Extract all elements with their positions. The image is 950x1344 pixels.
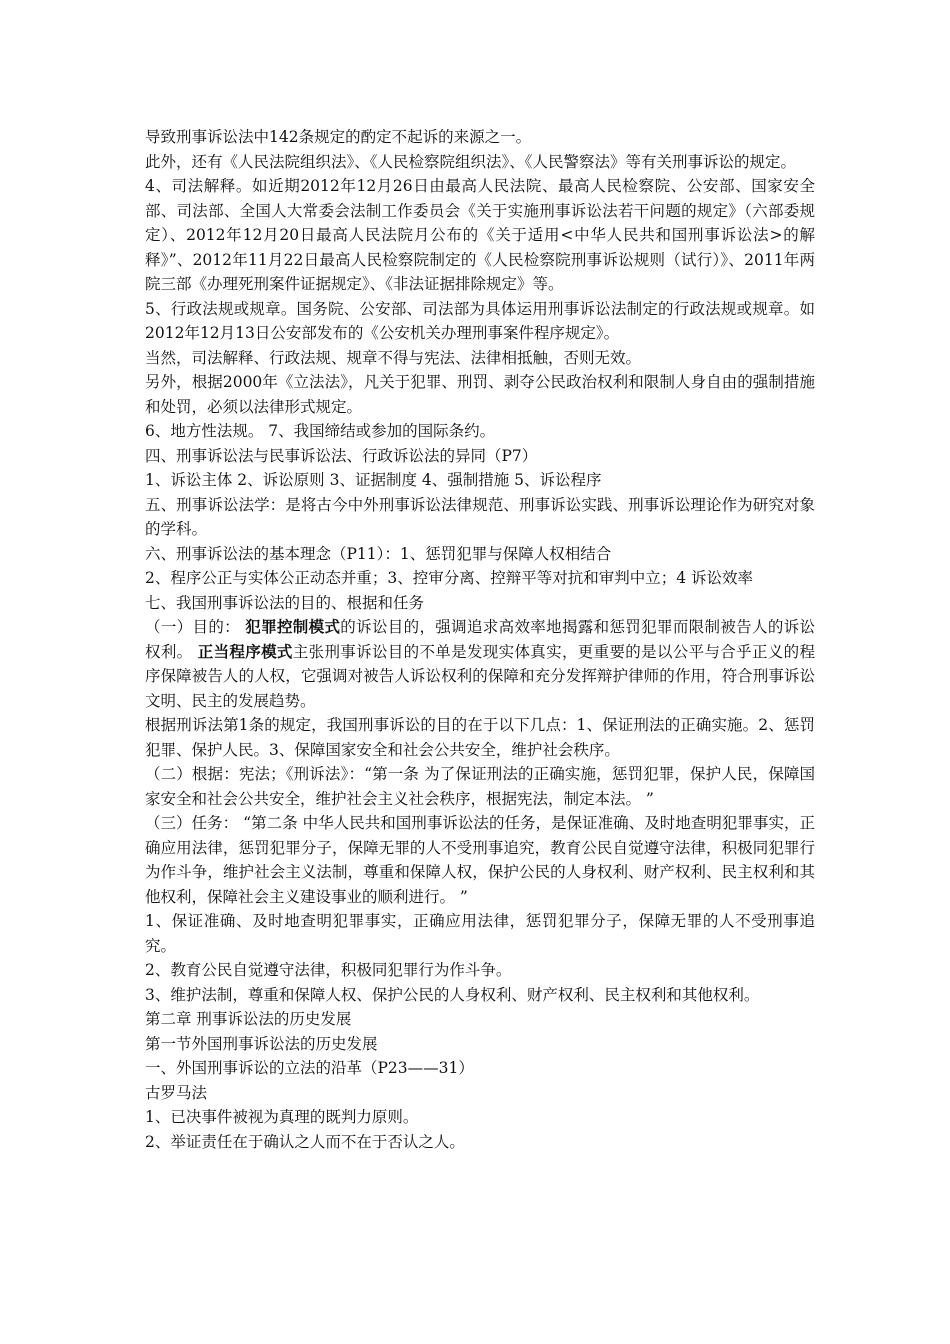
purpose-intro: （一）目的： xyxy=(145,618,246,636)
section-heading-7: 七、我国刑事诉讼法的目的、根据和任务 xyxy=(145,593,425,612)
section-heading-6: 六、刑事诉讼法的基本理念（P11）：1、惩罚犯罪与保障人权相结合 xyxy=(145,544,612,563)
paragraph-7: 6、地方性法规。 7、我国缔结或参加的国际条约。 xyxy=(145,422,496,440)
crime-control-model-term: 犯罪控制模式 xyxy=(245,618,341,636)
paragraph-4: 5、行政法规或规章。国务院、公安部、司法部为具体运用刑事诉讼法制定的行政法规或规章。如2012年12月13日公安部发布的《公安机关办理刑事案件程序规定》。 xyxy=(145,299,815,342)
paragraph-6: 另外，根据2000年《立法法》，凡关于犯罪、刑罚、剥夺公民政治权利和限制人身自由的强制措施和处罚，必须以法律形式规定。 xyxy=(145,373,815,416)
paragraph-19: 2、教育公民自觉遵守法律，积极同犯罪行为作斗争。 xyxy=(145,961,512,979)
subsection-heading: 一、外国刑事诉讼的立法的沿革（P23——31） xyxy=(145,1059,474,1077)
paragraph-12: 2、程序公正与实体公正动态并重；3、控审分离、控辩平等对抗和审判中立；4 诉讼效率 xyxy=(145,569,754,587)
paragraph-5: 当然，司法解释、行政法规、规章不得与宪法、法律相抵触，否则无效。 xyxy=(145,348,642,367)
section-heading-4: 四、刑事诉讼法与民事诉讼法、行政诉讼法的异同（P7） xyxy=(145,446,538,465)
due-process-model-term: 正当程序模式 xyxy=(197,642,293,661)
section-heading-ch2-1: 第一节外国刑事诉讼法的历史发展 xyxy=(145,1034,378,1053)
paragraph-24: 古罗马法 xyxy=(145,1083,208,1102)
paragraph-9: 1、诉讼主体 2、诉讼原则 3、证据制度 4、强制措施 5、诉讼程序 xyxy=(145,471,602,489)
paragraph-purpose xyxy=(145,615,815,713)
paragraph-1: 导致刑事诉讼法中142条规定的酌定不起诉的来源之一。 xyxy=(145,128,532,146)
paragraph-25: 1、已决事件被视为真理的既判力原则。 xyxy=(145,1108,419,1126)
paragraph-2: 此外，还有《人民法院组织法》、《人民检察院组织法》、《人民警察法》等有关刑事诉讼的规定。 xyxy=(145,152,797,171)
paragraph-17: （三）任务： “第二条 中华人民共和国刑事诉讼法的任务，是保证准确、及时地查明犯罪事实，正确应用法律，惩罚犯罪分子，保障无罪的人不受刑事追究，教育公民自觉遵守法律，积极同犯罪行为作斗争，维护社会主义法制，尊重和保障人权，保护公民的人身权利、财产权利、民主权利和其他权利，保障社会主义建设事业的顺利进行。 ” xyxy=(145,814,815,906)
paragraph-26: 2、举证责任在于确认之人而不在于否认之人。 xyxy=(145,1132,465,1151)
chapter-heading-2: 第二章 刑事诉讼法的历史发展 xyxy=(145,1010,352,1028)
paragraph-16: （二）根据：宪法；《刑诉法》：“第一条 为了保证刑法的正确实施，惩罚犯罪，保护人民，保障国家安全和社会公共安全，维护社会主义社会秩序，根据宪法，制定本法。 ” xyxy=(145,765,815,808)
paragraph-18: 1、保证准确、及时地查明犯罪事实，正确应用法律，惩罚犯罪分子，保障无罪的人不受刑事追究。 xyxy=(145,912,815,955)
purpose-text-1: 的诉讼目的，强调追求高效率地揭露和惩罚犯罪而限制被告人的诉讼权利。 xyxy=(145,618,815,661)
section-heading-5: 五、刑事诉讼法学：是将古今中外刑事诉讼法律规范、刑事诉讼实践、刑事诉讼理论作为研究对象的学科。 xyxy=(145,495,815,538)
paragraph-3: 4、司法解释。如近期2012年12月26日由最高人民法院、最高人民检察院、公安部、国家安全部、司法部、全国人大常委会法制工作委员会《关于实施刑事诉讼法若干问题的规定》（六部委规定）、2012年12月20日最高人民法院月公布的《关于适用<中华人民共和国刑事诉讼法>的解释》”、2012年11月22日最高人民检察院制定的《人民检察院刑事诉讼规则（试行）》、2011年两院三部《办理死刑案件证据规定》、《非法证据排除规定》等。 xyxy=(145,177,815,293)
paragraph-15: 根据刑诉法第1条的规定，我国刑事诉讼的目的在于以下几点：1、保证刑法的正确实施。2、惩罚犯罪、保护人民。3、保障国家安全和社会公共安全，维护社会秩序。 xyxy=(145,716,815,759)
paragraph-20: 3、维护法制，尊重和保障人权、保护公民的人身权利、财产权利、民主权利和其他权利。 xyxy=(145,985,760,1004)
document-body xyxy=(145,125,815,1154)
purpose-text-2: 主张刑事诉讼目的不单是发现实体真实，更重要的是以公平与合乎正义的程序保障被告人的人权，它强调对被告人诉讼权利的保障和充分发挥辩护律师的作用，符合刑事诉讼文明、民主的发展趋势。 xyxy=(145,642,815,710)
